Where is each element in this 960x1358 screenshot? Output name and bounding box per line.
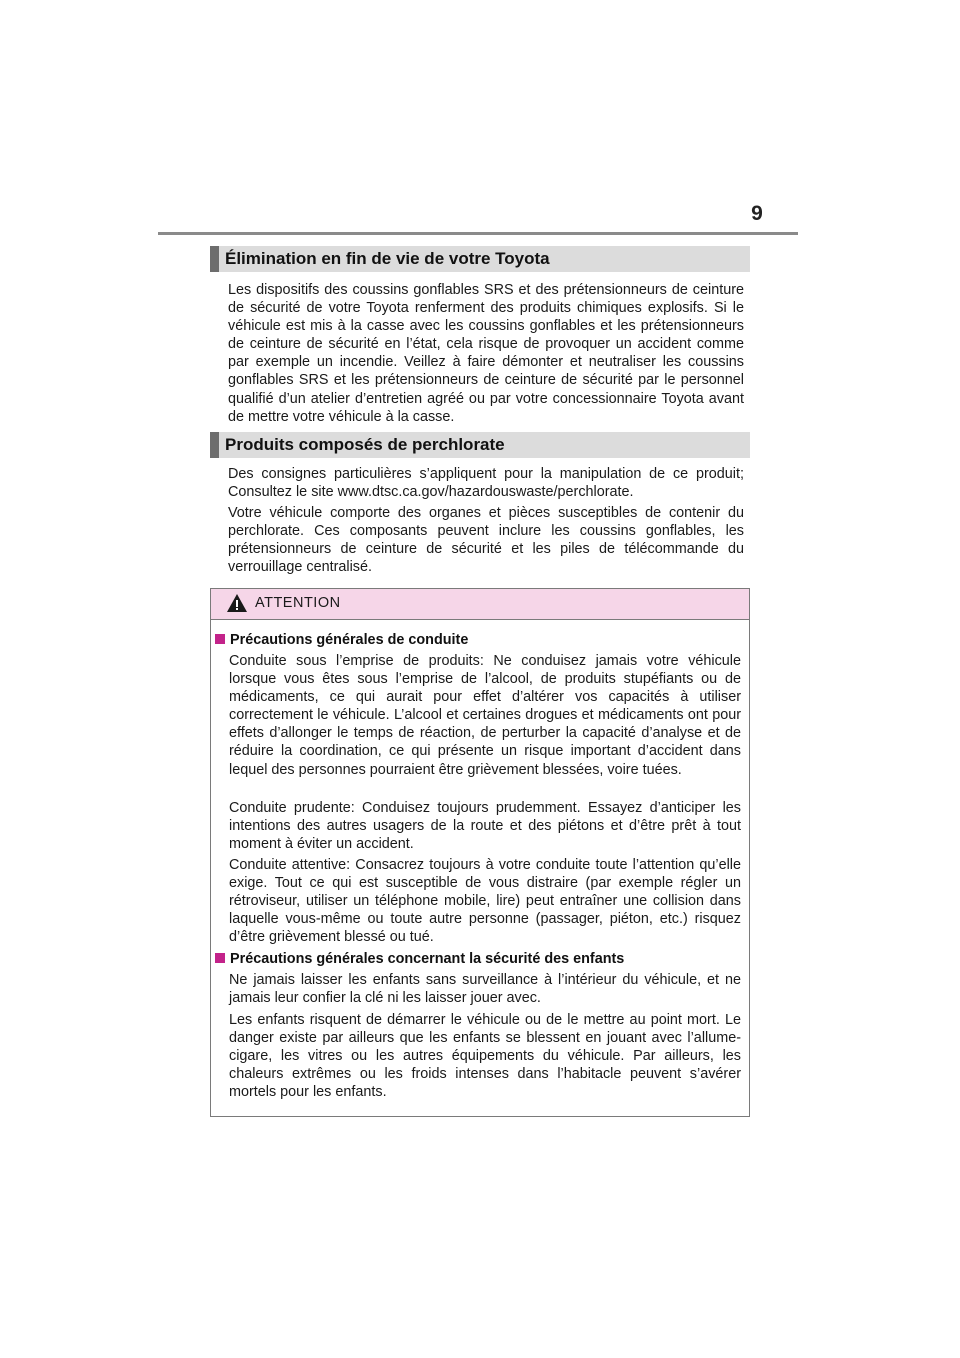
page-number: 9	[751, 202, 763, 225]
warning-paragraph: Les enfants risquent de démarrer le véhicule ou de le mettre au point mort. Le danger existe par ailleurs que les enfants se blessent en jouant avec l’allume-cigare, les vitres ou les autres équipements du véhicule. Par ailleurs, les chaleurs extrêmes ou les froids intenses dans l’habitacle peuvent s’avérer mortels pour les enfants.	[229, 1012, 741, 1101]
warning-subheading	[215, 950, 745, 968]
warning-triangle-icon	[226, 593, 248, 613]
warning-title: ATTENTION	[255, 595, 341, 611]
warning-paragraph: Conduite prudente: Conduisez toujours prudemment. Essayez d’anticiper les intentions des autres usagers de la route et des piétons et d’être prêt à tout moment à éviter un accident.	[229, 800, 741, 853]
section-paragraph: Des consignes particulières s’appliquent pour la manipulation de ce produit; Consultez le site www.dtsc.ca.gov/hazardouswaste/perchlorate.	[228, 466, 744, 501]
section-heading: Produits composés de perchlorate	[210, 432, 750, 458]
warning-subheading	[215, 631, 745, 649]
warning-box	[210, 588, 750, 1117]
section-paragraph: Les dispositifs des coussins gonflables SRS et des prétensionneurs de ceinture de sécurité de votre Toyota renferment des produits chimiques explosifs. Si le véhicule est mis à la casse avec les coussins gonflables et les prétensionneurs de ceinture de sécurité en l’état, cela risque de provoquer un accident comme par exemple un incendie. Veillez à faire démonter et neutraliser les coussins gonflables SRS et les prétensionneurs de ceinture de sécurité par le personnel qualifié d’un atelier d’entretien agréé ou par votre concessionnaire Toyota avant de mettre votre véhicule à la casse.	[228, 282, 744, 425]
warning-header	[211, 589, 749, 620]
warning-paragraph: Conduite attentive: Consacrez toujours à votre conduite toute l’attention qu’elle exige. Tout ce qui est susceptible de vous distraire (par exemple régler un rétroviseur, utiliser un téléphone mobile, lire) peut entraîner une collision dans laquelle vous-même ou toute autre personne (passager, piéton, etc.) risquez d’être grièvement blessé ou tué.	[229, 857, 741, 946]
top-rule	[158, 232, 798, 235]
warning-subheading-label: Précautions générales concernant la sécurité des enfants	[230, 951, 625, 967]
warning-subheading-label: Précautions générales de conduite	[230, 632, 469, 648]
section-paragraph: Votre véhicule comporte des organes et pièces susceptibles de contenir du perchlorate. Ces composants peuvent inclure les coussins gonflables, les prétensionneurs de ceinture de sécurité et les piles de télécommande du verrouillage centralisé.	[228, 505, 744, 576]
square-bullet-icon	[215, 953, 225, 963]
square-bullet-icon	[215, 634, 225, 644]
warning-paragraph: Ne jamais laisser les enfants sans surveillance à l’intérieur du véhicule, et ne jamais leur confier la clé ni les laisser jouer avec.	[229, 972, 741, 1007]
section-heading: Élimination en fin de vie de votre Toyota	[210, 246, 750, 272]
warning-paragraph: Conduite sous l’emprise de produits: Ne conduisez jamais votre véhicule lorsque vous êtes sous l’emprise de l’alcool, de produits stupéfiants ou de médicaments, ce qui aurait pour effet d’altérer vos capacités à utiliser correctement le véhicule. L’alcool et certaines drogues et médicaments ont pour effets d’allonger le temps de réaction, de perturber la capacité d’analyse et de réduire la coordination, ce qui présente un risque important d’accident dans lequel des personnes pourraient être grièvement blessées, voire tuées.	[229, 653, 741, 778]
